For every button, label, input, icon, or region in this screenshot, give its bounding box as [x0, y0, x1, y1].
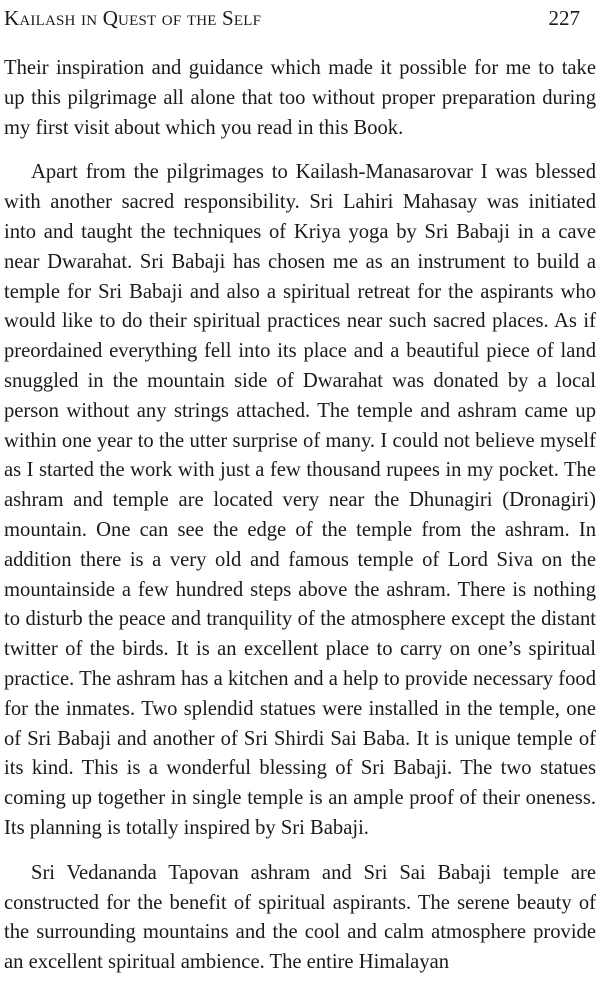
paragraph: Apart from the pilgrimages to Kailash-Manasarovar I was blessed with another sacred responsibility. Sri Lahiri Mahasay was initiated into and taught the techniques of Kriya yoga by Sri Babaji in a cave near Dwarahat. Sri Babaji has chosen me as an instrument to build a temple for Sri Babaji and also a spiritual retreat for the aspirants who would like to do their spiritual practices near such sacred places. As if preordained everything fell into its place and a beautiful piece of land snuggled in the mountain side of Dwarahat was donated by a local person without any strings attached. The temple and ashram came up within one year to the utter surprise of many. I could not believe myself as I started the work with just a few thousand rupees in my pocket. The ashram and temple are located very near the Dhunagiri (Dronagiri) mountain. One can see the edge of the temple from the ashram. In addition there is a very old and famous temple of Lord Siva on the mountainside a few hundred steps above the ashram. There is nothing to disturb the peace and tranquility of the atmosphere except the distant twitter of the birds. It is an excellent place to carry on one’s spiritual practice. The ashram has a kitchen and a help to provide necessary food for the inmates. Two splendid statues were installed in the temple, one of Sri Babaji and another of Sri Shirdi Sai Baba. It is unique temple of its kind. This is a wonderful blessing of Sri Babaji. The two statues coming up together in single temple is an ample proof of their oneness. Its planning is totally inspired by Sri Babaji.	[4, 161, 596, 839]
paragraph: Sri Vedananda Tapovan ashram and Sri Sai Babaji temple are constructed for the benefit of spiritual aspirants. The serene beauty of the surrounding mountains and the cool and calm atmosphere provide an excellent spiritual ambience. The entire Himalayan	[4, 861, 596, 974]
running-title: Kailash in Quest of the Self	[4, 6, 262, 30]
page-number: 227	[548, 6, 580, 30]
running-header	[4, 6, 580, 36]
paragraph-continued: Their inspiration and guidance which made it possible for me to take up this pilgrimage all alone that too without proper preparation during my first visit about which you read in this Book.	[4, 57, 596, 139]
body-text	[4, 54, 596, 985]
